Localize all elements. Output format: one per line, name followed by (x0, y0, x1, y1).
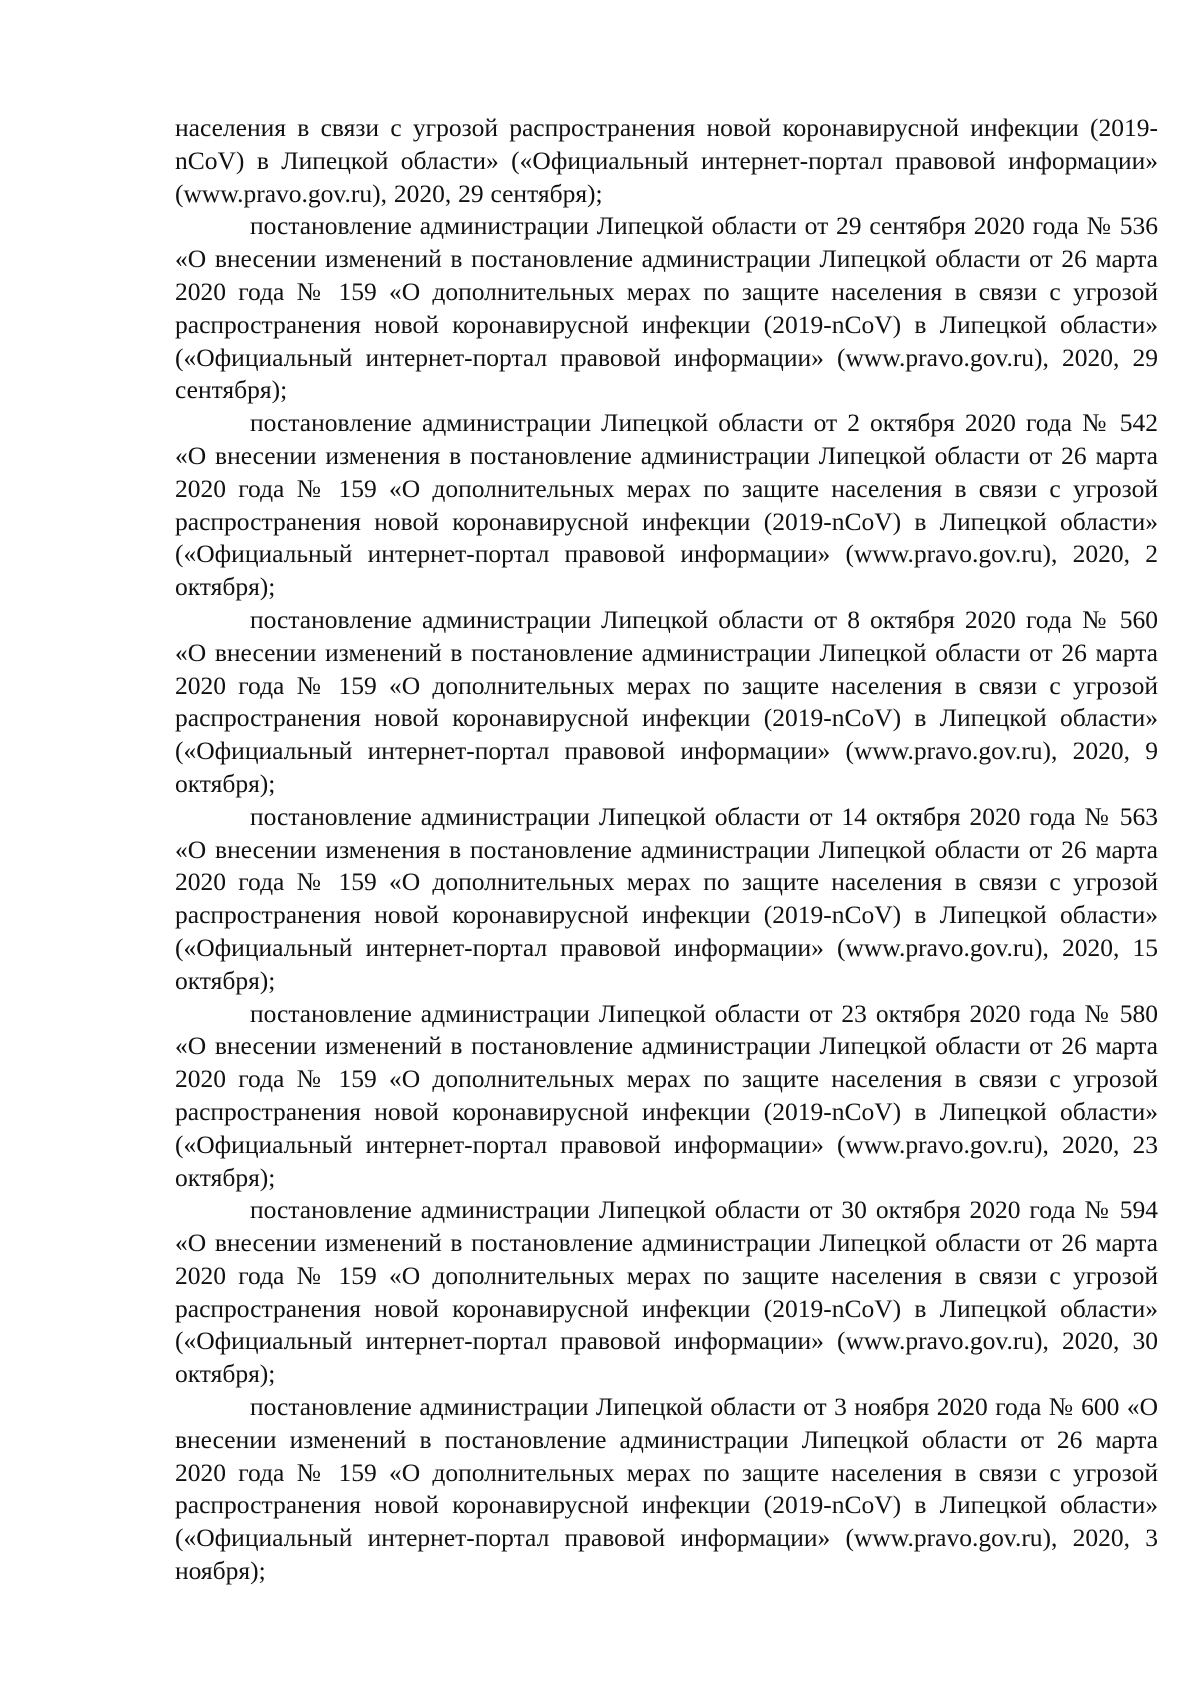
paragraph-resolution-600: постановление администрации Липецкой области от 3 ноября 2020 года № 600 «О внесении изменений в постановление администрации Липецкой области от 26 марта 2020 года № 159 «О дополнительных мерах по защите населения в связи с угрозой распространения новой коронавирусной инфекции (2019-nCoV) в Липецкой области» («Официальный интернет-портал правовой информации» (www.pravo.gov.ru), 2020, 3 ноября); (175, 1392, 1158, 1586)
document-body (175, 112, 1158, 1588)
paragraph-resolution-580: постановление администрации Липецкой области от 23 октября 2020 года № 580 «О внесении изменений в постановление администрации Липецкой области от 26 марта 2020 года № 159 «О дополнительных мерах по защите населения в связи с угрозой распространения новой коронавирусной инфекции (2019-nCoV) в Липецкой области» («Официальный интернет-портал правовой информации» (www.pravo.gov.ru), 2020, 23 октября); (175, 998, 1158, 1192)
paragraph-resolution-536: постановление администрации Липецкой области от 29 сентября 2020 года № 536 «О внесении изменений в постановление администрации Липецкой области от 26 марта 2020 года № 159 «О дополнительных мерах по защите населения в связи с угрозой распространения новой коронавирусной инфекции (2019-nCoV) в Липецкой области» («Официальный интернет-портал правовой информации» (www.pravo.gov.ru), 2020, 29 сентября); (175, 211, 1158, 405)
paragraph-resolution-563: постановление администрации Липецкой области от 14 октября 2020 года № 563 «О внесении изменения в постановление администрации Липецкой области от 26 марта 2020 года № 159 «О дополнительных мерах по защите населения в связи с угрозой распространения новой коронавирусной инфекции (2019-nCoV) в Липецкой области» («Официальный интернет-портал правовой информации» (www.pravo.gov.ru), 2020, 15 октября); (175, 801, 1158, 995)
paragraph-resolution-560: постановление администрации Липецкой области от 8 октября 2020 года № 560 «О внесении изменений в постановление администрации Липецкой области от 26 марта 2020 года № 159 «О дополнительных мерах по защите населения в связи с угрозой распространения новой коронавирусной инфекции (2019-nCoV) в Липецкой области» («Официальный интернет-портал правовой информации» (www.pravo.gov.ru), 2020, 9 октября); (175, 604, 1158, 798)
paragraph-resolution-542: постановление администрации Липецкой области от 2 октября 2020 года № 542 «О внесении изменения в постановление администрации Липецкой области от 26 марта 2020 года № 159 «О дополнительных мерах по защите населения в связи с угрозой распространения новой коронавирусной инфекции (2019-nCoV) в Липецкой области» («Официальный интернет-портал правовой информации» (www.pravo.gov.ru), 2020, 2 октября); (175, 408, 1158, 602)
paragraph-resolution-594: постановление администрации Липецкой области от 30 октября 2020 года № 594 «О внесении изменений в постановление администрации Липецкой области от 26 марта 2020 года № 159 «О дополнительных мерах по защите населения в связи с угрозой распространения новой коронавирусной инфекции (2019-nCoV) в Липецкой области» («Официальный интернет-портал правовой информации» (www.pravo.gov.ru), 2020, 30 октября); (175, 1195, 1158, 1389)
paragraph-continuation: населения в связи с угрозой распространения новой коронавирусной инфекции (2019-nCoV) в Липецкой области» («Официальный интернет-портал правовой информации» (www.pravo.gov.ru), 2020, 29 сентября); (175, 113, 1158, 208)
